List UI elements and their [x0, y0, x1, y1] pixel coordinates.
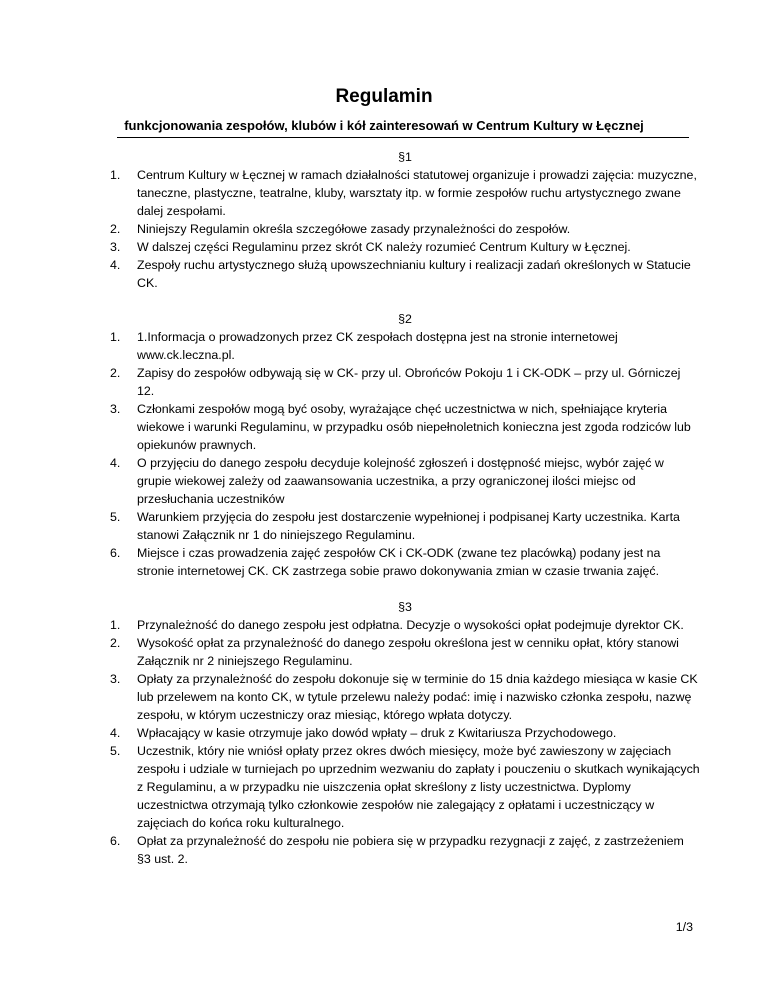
- item-text: Warunkiem przyjęcia do zespołu jest dostarczenie wypełnionej i podpisanej Karty uczestnika. Karta stanowi Załącznik nr 1 do niniejszego Regulaminu.: [137, 510, 680, 542]
- list-item: [110, 670, 700, 724]
- item-number: 6.: [110, 546, 121, 560]
- title-divider: [117, 137, 689, 138]
- item-number: 5.: [110, 744, 121, 758]
- item-text: Wpłacający w kasie otrzymuje jako dowód wpłaty – druk z Kwitariusza Przychodowego.: [137, 726, 617, 740]
- section-2: [110, 310, 700, 580]
- section-heading: §2: [398, 312, 412, 326]
- list-item: [110, 364, 700, 400]
- item-number: 4.: [110, 456, 121, 470]
- list-item: [110, 634, 700, 670]
- item-number: 1.: [110, 330, 121, 344]
- item-number: 4.: [110, 726, 121, 740]
- item-number: 6.: [110, 834, 121, 848]
- list-item: [110, 166, 700, 220]
- item-text: Zapisy do zespołów odbywają się w CK- przy ul. Obrońców Pokoju 1 i CK-ODK – przy ul. Górniczej 12.: [137, 366, 681, 398]
- item-number: 1.: [110, 168, 121, 182]
- page-title: Regulamin: [335, 86, 433, 107]
- section-heading: §3: [398, 600, 412, 614]
- item-text: Zespoły ruchu artystycznego służą upowszechnianiu kultury i realizacji zadań określonych w Statucie CK.: [137, 258, 691, 290]
- section-list: [110, 616, 700, 868]
- item-number: 3.: [110, 672, 121, 686]
- list-item: [110, 454, 700, 508]
- page-subtitle: funkcjonowania zespołów, klubów i kół zainteresowań w Centrum Kultury w Łęcznej: [124, 118, 644, 133]
- section-list: [110, 328, 700, 580]
- item-text: Uczestnik, który nie wniósł opłaty przez okres dwóch miesięcy, może być zawieszony w zajęciach zespołu i udziale w turniejach po uprzednim wezwaniu do zapłaty i pouczeniu o skutkach wynikających z Regulaminu, a w przypadku nie uiszczenia opłat skreślony z listy uczestnictwa. Dyplomy uczestnictwa otrzymają tylko członkowie zespołów nie zalegający z opłatami i uczestniczący w zajęciach do końca roku kulturalnego.: [137, 744, 700, 830]
- section-list: [110, 166, 700, 292]
- item-text: Centrum Kultury w Łęcznej w ramach działalności statutowej organizuje i prowadzi zajęcia: muzyczne, taneczne, plastyczne, teatralne, kluby, warsztaty itp. w formie zespołów ruchu artystycznego zwane dalej zespołami.: [137, 168, 697, 218]
- list-item: [110, 616, 700, 634]
- item-number: 5.: [110, 510, 121, 524]
- item-text: Członkami zespołów mogą być osoby, wyrażające chęć uczestnictwa w nich, spełniające kryteria wiekowe i warunki Regulaminu, w przypadku osób niepełnoletnich konieczna jest zgoda rodziców lub opiekunów prawnych.: [137, 402, 691, 452]
- document-body: [110, 148, 700, 868]
- list-item: [110, 544, 700, 580]
- item-number: 4.: [110, 258, 121, 272]
- item-text: Opłat za przynależność do zespołu nie pobiera się w przypadku rezygnacji z zajęć, z zastrzeżeniem §3 ust. 2.: [137, 834, 684, 866]
- section-3: [110, 598, 700, 868]
- item-text: 1.Informacja o prowadzonych przez CK zespołach dostępna jest na stronie internetowej www.ck.leczna.pl.: [137, 330, 618, 362]
- item-number: 1.: [110, 618, 121, 632]
- section-1: [110, 148, 700, 292]
- list-item: [110, 724, 700, 742]
- item-number: 3.: [110, 402, 121, 416]
- list-item: [110, 832, 700, 868]
- item-text: O przyjęciu do danego zespołu decyduje kolejność zgłoszeń i dostępność miejsc, wybór zajęć w grupie wiekowej zależy od zaawansowania uczestnika, a przy ograniczonej ilości miejsc od przesłuchania uczestników: [137, 456, 664, 506]
- list-item: [110, 220, 700, 238]
- list-item: [110, 400, 700, 454]
- item-text: Opłaty za przynależność do zespołu dokonuje się w terminie do 15 dnia każdego miesiąca w kasie CK lub przelewem na konto CK, w tytule przelewu należy podać: imię i nazwisko członka zespołu, nazwę zespołu, w którym uczestniczy oraz miesiąc, którego wpłata dotyczy.: [137, 672, 698, 722]
- item-text: Niniejszy Regulamin określa szczegółowe zasady przynależności do zespołów.: [137, 222, 571, 236]
- list-item: [110, 742, 700, 832]
- list-item: [110, 238, 700, 256]
- item-number: 3.: [110, 240, 121, 254]
- item-text: Wysokość opłat za przynależność do danego zespołu określona jest w cenniku opłat, który stanowi Załącznik nr 2 niniejszego Regulaminu.: [137, 636, 679, 668]
- list-item: [110, 508, 700, 544]
- list-item: [110, 256, 700, 292]
- item-number: 2.: [110, 222, 121, 236]
- page-number: 1/3: [675, 920, 693, 934]
- item-number: 2.: [110, 636, 121, 650]
- item-text: W dalszej części Regulaminu przez skrót CK należy rozumieć Centrum Kultury w Łęcznej.: [137, 240, 631, 254]
- item-text: Przynależność do danego zespołu jest odpłatna. Decyzje o wysokości opłat podejmuje dyrektor CK.: [137, 618, 684, 632]
- item-text: Miejsce i czas prowadzenia zajęć zespołów CK i CK-ODK (zwane tez placówką) podany jest na stronie internetowej CK. CK zastrzega sobie prawo dokonywania zmian w czasie trwania zajęć.: [137, 546, 661, 578]
- section-heading: §1: [398, 150, 412, 164]
- item-number: 2.: [110, 366, 121, 380]
- list-item: [110, 328, 700, 364]
